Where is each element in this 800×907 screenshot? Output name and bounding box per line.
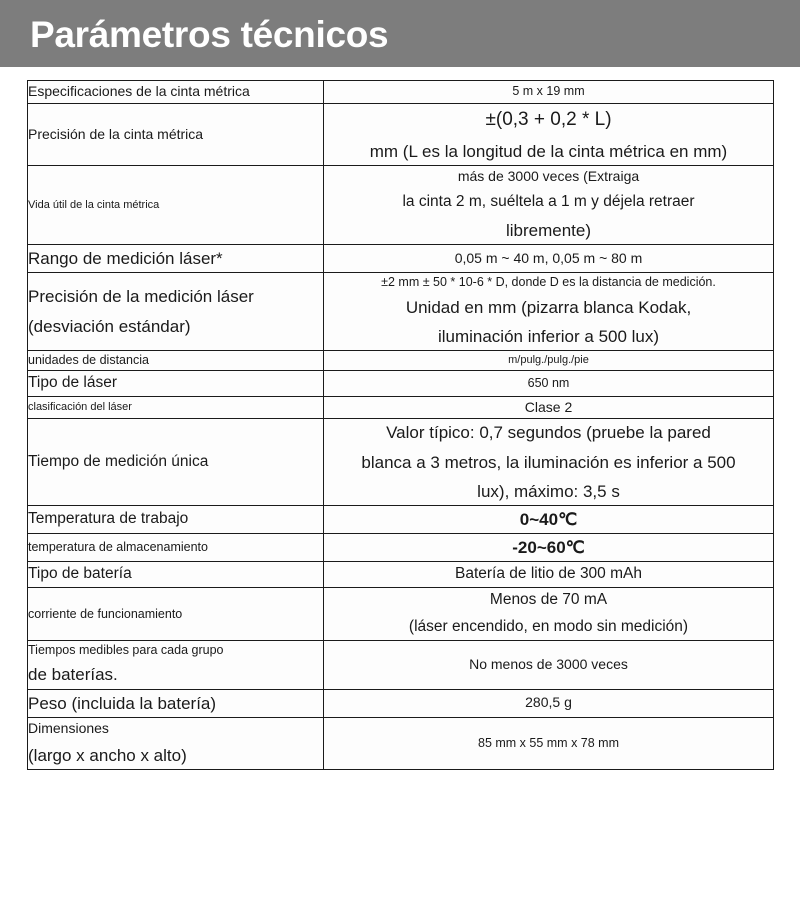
table-row: [28, 419, 774, 506]
row-label: Precisión de la medición láser: [28, 287, 254, 307]
row-value-cell: [324, 562, 774, 588]
row-value-line: 85 mm x 55 mm x 78 mm: [478, 735, 619, 750]
row-value-line: m/pulg./pulg./pie: [508, 354, 589, 367]
row-value-cell: [324, 396, 774, 419]
row-label-cell: [28, 81, 324, 104]
table-row: [28, 351, 774, 371]
row-value-line: libremente): [505, 220, 592, 240]
row-label-cell: [28, 640, 324, 689]
row-value-line: ±(0,3 + 0,2 * L): [485, 108, 612, 130]
row-label-cell: [28, 534, 324, 562]
row-value-cell: [324, 419, 774, 506]
row-value-cell: [324, 370, 774, 396]
row-label: Peso (incluida la batería): [28, 693, 217, 713]
row-value-line: 280,5 g: [525, 694, 572, 711]
table-row: [28, 588, 774, 641]
row-value-line: Valor típico: 0,7 segundos (pruebe la pared: [386, 423, 711, 443]
row-label-cell: [28, 689, 324, 717]
row-label-cell: [28, 396, 324, 419]
row-label-cell: [28, 370, 324, 396]
row-label: clasificación del láser: [28, 401, 132, 414]
row-value-line: Clase 2: [524, 398, 573, 415]
row-label: Tipo de láser: [28, 373, 118, 391]
row-label: Temperatura de trabajo: [28, 510, 189, 528]
row-value-cell: [324, 588, 774, 641]
row-label: Vida útil de la cinta métrica: [28, 198, 160, 211]
row-value-line: Menos de 70 mA: [489, 591, 608, 609]
row-label-cell: [28, 166, 324, 245]
row-value-line: lux), máximo: 3,5 s: [477, 481, 620, 501]
row-label: (largo x ancho x alto): [28, 745, 187, 765]
row-label-cell: [28, 588, 324, 641]
table-row: [28, 717, 774, 769]
row-label-cell: [28, 103, 324, 165]
row-label: de baterías.: [28, 665, 118, 685]
table-row: [28, 640, 774, 689]
row-value-line: ±2 mm ± 50 * 10-6 * D, donde D es la distancia de medición.: [381, 275, 716, 290]
row-value-cell: [324, 689, 774, 717]
table-row: [28, 534, 774, 562]
row-label: Especificaciones de la cinta métrica: [28, 83, 250, 99]
table-row: [28, 370, 774, 396]
row-value-cell: [324, 103, 774, 165]
row-label: corriente de funcionamiento: [28, 606, 183, 621]
row-value-cell: [324, 505, 774, 533]
row-label-cell: [28, 244, 324, 272]
table-row: [28, 166, 774, 245]
row-value-line: (láser encendido, en modo sin medición): [408, 617, 689, 635]
table-row: [28, 505, 774, 533]
row-value-cell: [324, 273, 774, 351]
row-label-cell: [28, 717, 324, 769]
page-title: Parámetros técnicos: [30, 14, 389, 55]
row-label: unidades de distancia: [28, 353, 149, 368]
row-label-cell: [28, 505, 324, 533]
row-label: temperatura de almacenamiento: [28, 540, 208, 555]
row-value-line: iluminación inferior a 500 lux): [437, 326, 660, 346]
table-row: [28, 562, 774, 588]
row-value-cell: [324, 717, 774, 769]
row-value-line: más de 3000 veces (Extraiga: [457, 168, 640, 185]
row-label: Tiempo de medición única: [28, 452, 209, 470]
row-value-line: Unidad en mm (pizarra blanca Kodak,: [405, 297, 692, 317]
row-value-cell: [324, 81, 774, 104]
row-value-line: mm (L es la longitud de la cinta métrica en mm): [369, 141, 728, 161]
row-value-line: la cinta 2 m, suéltela a 1 m y déjela retraer: [402, 192, 695, 210]
table-row: [28, 103, 774, 165]
page-header-band: [0, 0, 800, 67]
table-row: [28, 244, 774, 272]
row-value-line: blanca a 3 metros, la iluminación es inferior a 500: [361, 452, 736, 472]
row-value-line: 0,05 m ~ 40 m, 0,05 m ~ 80 m: [454, 249, 643, 266]
row-value-cell: [324, 351, 774, 371]
row-label-cell: [28, 562, 324, 588]
row-value-line: Batería de litio de 300 mAh: [455, 565, 642, 583]
row-label-cell: [28, 351, 324, 371]
row-value-cell: [324, 244, 774, 272]
row-value-cell: [324, 640, 774, 689]
table-row: [28, 396, 774, 419]
row-value-line: -20~60℃: [512, 538, 585, 558]
row-value-line: 5 m x 19 mm: [512, 84, 585, 99]
table-row: [28, 689, 774, 717]
row-label-cell: [28, 273, 324, 351]
row-label: Rango de medición láser*: [28, 248, 223, 268]
row-label: Precisión de la cinta métrica: [28, 125, 204, 142]
row-label: Tipo de batería: [28, 565, 132, 583]
row-label-cell: [28, 419, 324, 506]
technical-parameters-table: [27, 80, 774, 770]
table-row: [28, 273, 774, 351]
table-row: [28, 81, 774, 104]
row-value-line: No menos de 3000 veces: [469, 655, 628, 672]
row-value-cell: [324, 534, 774, 562]
row-value-line: 650 nm: [527, 375, 570, 390]
row-label: Dimensiones: [28, 719, 109, 736]
row-label: Tiempos medibles para cada grupo: [28, 642, 224, 657]
row-value-line: 0~40℃: [519, 509, 578, 529]
row-value-cell: [324, 166, 774, 245]
row-label: (desviación estándar): [28, 316, 191, 336]
